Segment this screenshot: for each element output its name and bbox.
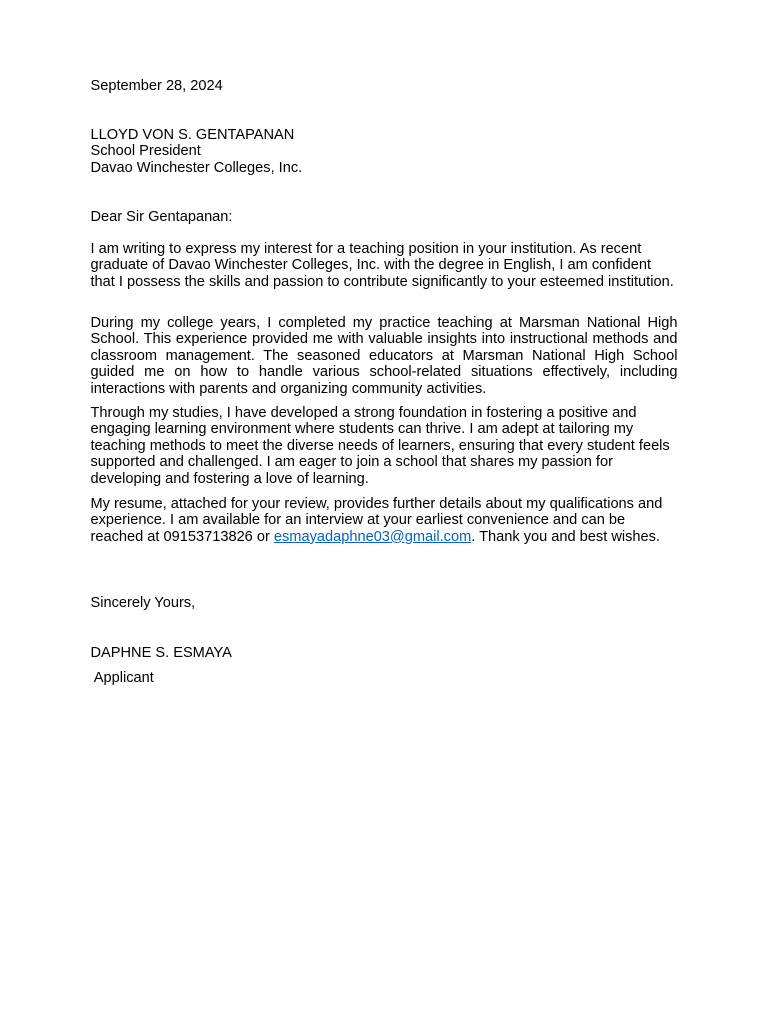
recipient-organization: Davao Winchester Colleges, Inc. [90, 160, 303, 176]
closing-line: Sincerely Yours, [90, 595, 196, 611]
email-link[interactable]: esmayadaphne03@gmail.com [273, 528, 472, 545]
body-paragraph-1: I am writing to express my interest for a teaching position in your institution. As recent graduate of Davao Winchester Colleges, Inc. with the degree in English, I am confident that I possess the skills and passion to contribute significantly to your esteemed institution. [90, 241, 674, 290]
closing-paragraph-text: My resume, attached for your review, provides further details about my qualifications and experience. I am available for an interview at your earliest convenience and can be reached at 09153713826 or [90, 496, 663, 545]
signature-role: Applicant [90, 670, 154, 686]
signature-name: DAPHNE S. ESMAYA [90, 645, 232, 661]
body-paragraph-3: Through my studies, I have developed a strong foundation in fostering a positive and engaging learning environment where students can thrive. I am adept at tailoring my teaching methods to meet the diverse needs of learners, ensuring that every student feels supported and challenged. I am eager to join a school that shares my passion for developing and fostering a love of learning. [90, 405, 670, 487]
recipient-name: LLOYD VON S. GENTAPANAN [90, 127, 295, 143]
recipient-title: School President [90, 143, 201, 159]
closing-paragraph-end: . Thank you and best wishes. [471, 528, 660, 545]
letter-date: September 28, 2024 [90, 78, 223, 94]
salutation: Dear Sir Gentapanan: [90, 209, 233, 225]
closing-paragraph [91, 496, 678, 545]
body-paragraph-2: During my college years, I completed my practice teaching at Marsman National High School. This experience provided me with valuable insights into instructional methods and classroom management. The seasoned educators at Marsman National High School guided me on how to handle various school-related situations effectively, including interactions with parents and organizing community activities. [90, 315, 678, 397]
